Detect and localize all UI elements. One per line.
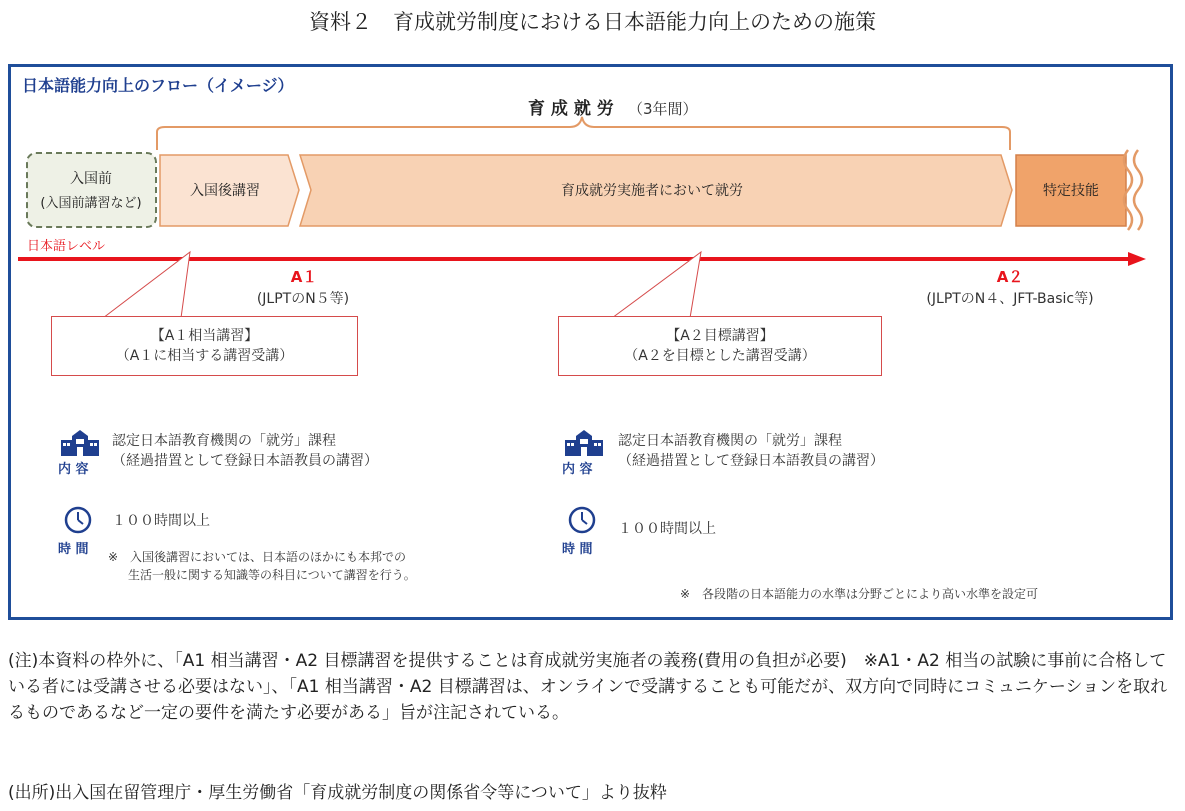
stage-post-label: 入国後講習 xyxy=(190,183,260,199)
page-title: 資料２ 育成就労制度における日本語能力向上のための施策 xyxy=(309,10,876,34)
level-label: 日本語レベル xyxy=(27,239,106,254)
ikusei-main: 育 成 就 労 xyxy=(528,99,614,119)
right-content-label: 内 容 xyxy=(562,462,593,477)
callout-a2-line2: （A２を目標とした講習受講） xyxy=(624,348,816,364)
left-time-value: １００時間以上 xyxy=(112,513,210,529)
right-time-label: 時 間 xyxy=(562,542,593,557)
right-content-line1: 認定日本語教育機関の「就労」課程 xyxy=(618,433,842,449)
callout-a1-line1: 【A１相当講習】 xyxy=(150,328,259,344)
stage-work-label: 育成就労実施者において就労 xyxy=(561,183,743,199)
callout-a1-tail xyxy=(103,252,190,318)
bottom-note: ※ 各段階の日本語能力の水準は分野ごとにより高い水準を設定可 xyxy=(680,587,1039,601)
a2-label: A２ xyxy=(996,268,1024,286)
stage-pre-line1: 入国前 xyxy=(70,171,112,187)
a2-desc: (JLPTのN４、JFT-Basic等) xyxy=(926,291,1094,307)
left-content-line2: （経過措置として登録日本語教員の講習） xyxy=(112,453,378,469)
right-time-value: １００時間以上 xyxy=(618,521,716,537)
clock-icon xyxy=(63,505,93,535)
callout-a2 xyxy=(558,316,882,376)
flow-title: 日本語能力向上のフロー（イメージ） xyxy=(22,76,294,95)
left-time-label: 時 間 xyxy=(58,542,89,557)
right-content-line2: （経過措置として登録日本語教員の講習） xyxy=(618,453,884,469)
stage-tokutei-label: 特定技能 xyxy=(1043,183,1099,199)
clock-icon xyxy=(567,505,597,535)
callout-a2-line1: 【A２目標講習】 xyxy=(666,328,774,344)
stage-pre-entry xyxy=(27,153,156,227)
callout-a2-tail xyxy=(612,252,701,318)
a1-desc: (JLPTのN５等) xyxy=(256,291,350,307)
left-note-line2: 生活一般に関する知識等の科目について講習を行う。 xyxy=(128,568,416,582)
left-content-label: 内 容 xyxy=(58,462,89,477)
stage-pre-line2: (入国前講習など) xyxy=(40,196,142,211)
ikusei-bracket xyxy=(157,117,1010,150)
callout-a1 xyxy=(51,316,358,376)
left-content-line1: 認定日本語教育機関の「就労」課程 xyxy=(112,433,336,449)
school-icon xyxy=(58,428,102,458)
source-citation: (出所)出入国在留管理庁・厚生労働省「育成就労制度の関係省令等について」より抜粋 xyxy=(8,783,667,803)
ikusei-sub: （3年間） xyxy=(628,100,698,118)
left-note-line1: ※ 入国後講習においては、日本語のほかにも本邦での xyxy=(108,550,407,564)
callout-a1-line2: （A１に相当する講習受講） xyxy=(115,348,294,364)
footnote: (注)本資料の枠外に、「A1 相当講習・A2 目標講習を提供することは育成就労実施者の義務(費用の負担が必要) ※A1・A2 相当の試験に事前に合格している者には受講させる必要はない」、「A1 相当講習・A2 目標講習は、オンラインで受講することも可能だが、双方向で同時にコミュニケーションを取れるものであるなど一定の要件を満たす必要がある」旨が注記されている。 xyxy=(8,651,1168,723)
school-icon xyxy=(562,428,606,458)
tokutei-wave-2 xyxy=(1134,150,1142,230)
a1-label: A１ xyxy=(290,268,318,286)
level-arrow-head xyxy=(1128,252,1146,266)
